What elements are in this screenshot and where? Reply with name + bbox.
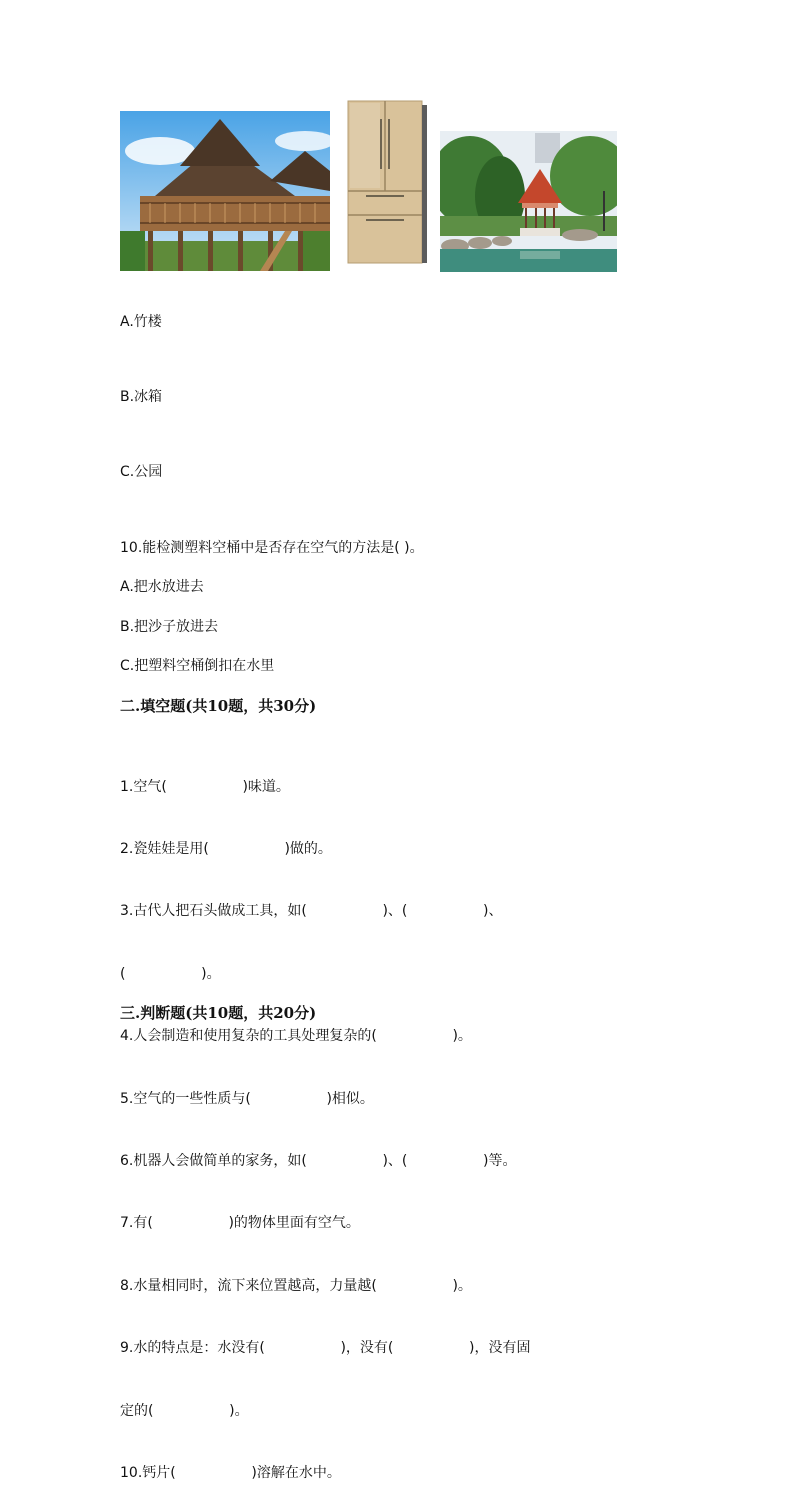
fill-line: 8.水量相同时，流下来位置越高，力量越( )。 (120, 1277, 472, 1294)
fill-line: 2.瓷娃娃是用( )做的。 (120, 840, 332, 857)
fill-line: 5.空气的一些性质与( )相似。 (120, 1090, 374, 1107)
q10-option-b: B.把沙子放进去 (120, 619, 219, 635)
section-2-title: 二.填空题(共10题，共30分) (120, 697, 317, 715)
fill-line: 4.人会制造和使用复杂的工具处理复杂的( )。 (120, 1028, 472, 1045)
q10-question: 10.能检测塑料空桶中是否存在空气的方法是( )。 (120, 540, 424, 556)
fill-line: 7.有( )的物体里面有空气。 (120, 1215, 360, 1232)
fill-line: 9.水的特点是：水没有( )，没有( )，没有固 (120, 1340, 531, 1357)
q9-option-b: B.冰箱 (120, 389, 163, 405)
section-3-title: 三.判断题(共10题，共20分) (120, 1004, 317, 1022)
fill-line: 10.钙片( )溶解在水中。 (120, 1464, 341, 1481)
q10-option-c: C.把塑料空桶倒扣在水里 (120, 658, 275, 674)
fill-in-questions (120, 735, 531, 1504)
q9-option-a: A.竹楼 (120, 314, 162, 330)
park-pavilion-photo (440, 131, 617, 272)
bamboo-house-photo (120, 111, 330, 271)
q9-option-c: C.公园 (120, 464, 163, 480)
fill-line: 3.古代人把石头做成工具，如( )、( )、 (120, 903, 503, 920)
fill-line: 1.空气( )味道。 (120, 778, 290, 795)
fill-line: 6.机器人会做简单的家务，如( )、( )等。 (120, 1152, 517, 1169)
q10-option-a: A.把水放进去 (120, 579, 204, 595)
refrigerator-photo (346, 99, 428, 267)
fill-line: 定的( )。 (120, 1402, 249, 1419)
fill-line: ( )。 (120, 965, 221, 982)
